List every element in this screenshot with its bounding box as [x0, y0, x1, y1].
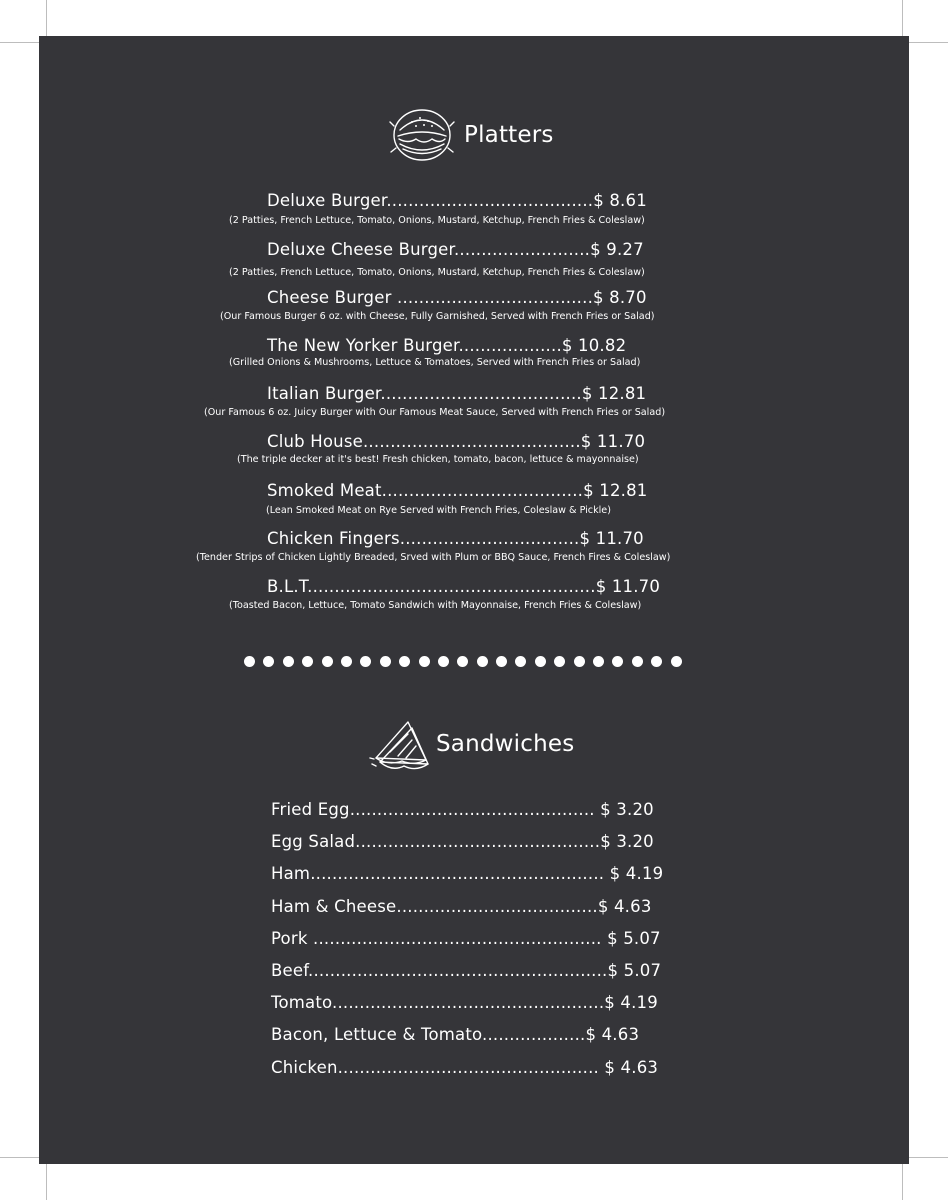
crop-mark [909, 1157, 948, 1158]
platter-description: (Tender Strips of Chicken Lightly Breaded, Srved with Plum or BBQ Sauce, French Fires & Coleslaw) [196, 552, 671, 563]
divider-dot [593, 656, 604, 667]
platter-description: (Our Famous 6 oz. Juicy Burger with Our Famous Meat Sauce, Served with French Fries or Salad) [204, 407, 666, 418]
crop-mark [0, 1157, 39, 1158]
section-title: Sandwiches [436, 731, 575, 757]
platter-description: (The triple decker at it's best! Fresh chicken, tomato, bacon, lettuce & mayonnaise) [237, 454, 639, 465]
divider-dot [283, 656, 294, 667]
platters-heading [388, 106, 554, 164]
divider-dot [302, 656, 313, 667]
platter-description: (Lean Smoked Meat on Rye Served with French Fries, Coleslaw & Pickle) [266, 505, 611, 516]
divider-dot [632, 656, 643, 667]
section-title: Platters [464, 122, 554, 148]
divider-dot [554, 656, 565, 667]
platter-description: (Grilled Onions & Mushrooms, Lettuce & Tomatoes, Served with French Fries or Salad) [229, 357, 641, 368]
crop-mark [902, 0, 903, 36]
platter-item: B.L.T.....................................................$ 11.70 [267, 577, 661, 596]
platter-item: Cheese Burger ....................................$ 8.70 [267, 288, 647, 307]
divider-dot [399, 656, 410, 667]
platter-item: The New Yorker Burger...................$ 10.82 [267, 336, 627, 355]
sandwich-icon [368, 714, 432, 774]
burger-icon [388, 106, 456, 164]
divider-dot [535, 656, 546, 667]
dotted-divider [244, 656, 682, 667]
platter-item: Smoked Meat.....................................$ 12.81 [267, 481, 648, 500]
divider-dot [574, 656, 585, 667]
platter-item: Chicken Fingers.................................$ 11.70 [267, 529, 644, 548]
crop-mark [909, 42, 948, 43]
platter-item: Deluxe Cheese Burger.........................$ 9.27 [267, 240, 644, 259]
divider-dot [612, 656, 623, 667]
sandwiches-heading [368, 714, 574, 774]
divider-dot [671, 656, 682, 667]
divider-dot [341, 656, 352, 667]
platter-item: Italian Burger.....................................$ 12.81 [267, 384, 647, 403]
divider-dot [380, 656, 391, 667]
platter-description: (2 Patties, French Lettuce, Tomato, Onions, Mustard, Ketchup, French Fries & Coleslaw) [229, 267, 645, 278]
divider-dot [496, 656, 507, 667]
sandwich-item: Chicken................................................ $ 4.63 [271, 1058, 659, 1077]
divider-dot [477, 656, 488, 667]
divider-dot [360, 656, 371, 667]
sandwich-item: Pork ..................................................... $ 5.07 [271, 929, 661, 948]
sandwich-item: Ham...................................................... $ 4.19 [271, 864, 664, 883]
platter-item: Deluxe Burger......................................$ 8.61 [267, 191, 647, 210]
crop-mark [46, 0, 47, 36]
menu-page [39, 36, 909, 1164]
divider-dot [419, 656, 430, 667]
platter-description: (2 Patties, French Lettuce, Tomato, Onions, Mustard, Ketchup, French Fries & Coleslaw) [229, 215, 645, 226]
divider-dot [244, 656, 255, 667]
crop-mark [902, 1164, 903, 1200]
sandwich-item: Bacon, Lettuce & Tomato...................$ 4.63 [271, 1025, 640, 1044]
sandwich-item: Ham & Cheese.....................................$ 4.63 [271, 897, 652, 916]
crop-mark [0, 42, 39, 43]
divider-dot [438, 656, 449, 667]
platter-description: (Our Famous Burger 6 oz. with Cheese, Fully Garnished, Served with French Fries or Salad) [220, 311, 655, 322]
divider-dot [515, 656, 526, 667]
divider-dot [457, 656, 468, 667]
sandwich-item: Beef.......................................................$ 5.07 [271, 961, 662, 980]
sandwich-item: Tomato..................................................$ 4.19 [271, 993, 658, 1012]
platter-item: Club House........................................$ 11.70 [267, 432, 646, 451]
crop-mark [46, 1164, 47, 1200]
divider-dot [263, 656, 274, 667]
sandwich-item: Egg Salad.............................................$ 3.20 [271, 832, 654, 851]
divider-dot [651, 656, 662, 667]
divider-dot [322, 656, 333, 667]
platter-description: (Toasted Bacon, Lettuce, Tomato Sandwich with Mayonnaise, French Fries & Coleslaw) [229, 600, 642, 611]
sandwich-item: Fried Egg............................................. $ 3.20 [271, 800, 654, 819]
